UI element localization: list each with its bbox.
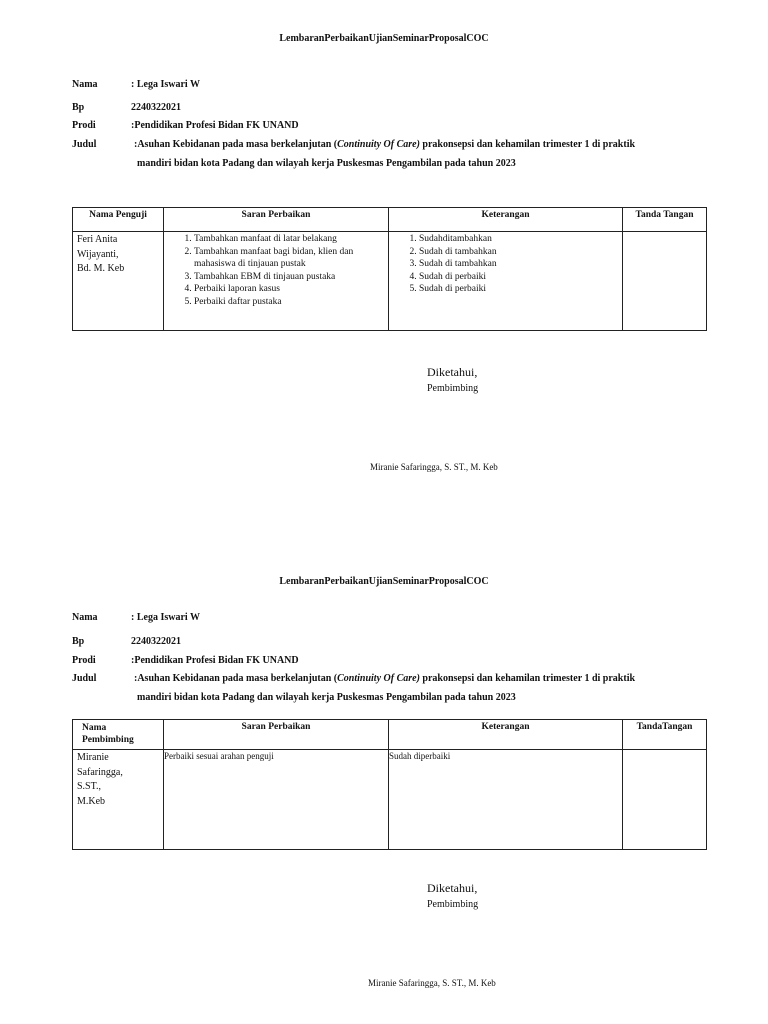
judul-pre: :Asuhan Kebidanan pada masa berkelanjutan ( (134, 673, 338, 684)
header-saran: Saran Perbaikan (164, 208, 389, 232)
nama-value: : Lega Iswari W (131, 79, 200, 90)
judul-label-2: Judul (72, 673, 97, 684)
list-item: 2. Sudah di tambahkan (419, 246, 618, 259)
keterangan-cell: Sudah diperbaiki (389, 750, 623, 850)
header-keterangan: Keterangan (389, 720, 623, 750)
pembimbing-name-line: S.ST., (77, 781, 101, 792)
judul-post: prakonsepsi dan kehamilan trimester 1 di praktik (419, 673, 636, 684)
header-tanda-tangan: TandaTangan (623, 720, 707, 750)
diketahui-label: Diketahui, (427, 365, 478, 379)
judul-value-2 (134, 673, 635, 684)
table-header-row (73, 208, 707, 232)
header-keterangan: Keterangan (389, 208, 623, 232)
diketahui-label-2: Diketahui, (427, 881, 478, 895)
table-row (73, 232, 707, 331)
nama-label-2: Nama (72, 612, 98, 623)
penguji-name-line: Feri Anita (77, 234, 118, 245)
prodi-label-2: Prodi (72, 655, 96, 666)
header-nama-pembimbing: Nama Pembimbing (73, 720, 164, 750)
list-item: 3. Tambahkan EBM di tinjauan pustaka (194, 271, 384, 284)
bp-label-2: Bp (72, 636, 85, 647)
bp-value: 2240322021 (131, 102, 181, 113)
document-title-2: LembaranPerbaikanUjianSeminarProposalCOC (279, 576, 489, 587)
judul-value (134, 139, 635, 150)
judul-pre: :Asuhan Kebidanan pada masa berkelanjutan ( (134, 139, 338, 150)
table-pembimbing (72, 719, 707, 850)
table-penguji (72, 207, 707, 331)
judul-line2: mandiri bidan kota Padang dan wilayah kerja Puskesmas Pengambilan pada tahun 2023 (137, 158, 516, 169)
bp-label: Bp (72, 102, 85, 113)
keterangan-cell (389, 232, 623, 331)
pembimbing-name-cell (73, 750, 164, 850)
judul-line2-2: mandiri bidan kota Padang dan wilayah kerja Puskesmas Pengambilan pada tahun 2023 (137, 692, 516, 703)
saran-list (168, 233, 384, 308)
penguji-name-cell (73, 232, 164, 331)
prodi-value: :Pendidikan Profesi Bidan FK UNAND (131, 120, 299, 131)
table-header-row (73, 720, 707, 750)
list-item: 5. Sudah di perbaiki (419, 283, 618, 296)
prodi-value-2: :Pendidikan Profesi Bidan FK UNAND (131, 655, 299, 666)
header-nama-penguji: Nama Penguji (73, 208, 164, 232)
penguji-name-line: Wijayanti, (77, 248, 119, 260)
header-saran: Saran Perbaikan (164, 720, 389, 750)
list-item: 3. Sudah di tambahkan (419, 258, 618, 271)
keterangan-list (393, 233, 618, 296)
table-row (73, 750, 707, 850)
pembimbing-label: Pembimbing (427, 383, 479, 394)
header-tanda-tangan: Tanda Tangan (623, 208, 707, 232)
saran-cell: Perbaiki sesuai arahan penguji (164, 750, 389, 850)
signatory-name: Miranie Safaringga, S. ST., M. Keb (370, 462, 498, 472)
prodi-label: Prodi (72, 120, 96, 131)
bp-value-2: 2240322021 (131, 636, 181, 647)
list-item: 2. Tambahkan manfaat bagi bidan, klien dan mahasiswa di tinjauan pustak (194, 246, 384, 271)
list-item: 1. Tambahkan manfaat di latar belakang (194, 233, 384, 246)
judul-italic: Continuity Of Care) (337, 139, 420, 150)
signatory-name-2: Miranie Safaringga, S. ST., M. Keb (368, 978, 496, 988)
list-item: 5. Perbaiki daftar pustaka (194, 296, 384, 309)
judul-post: prakonsepsi dan kehamilan trimester 1 di praktik (419, 139, 636, 150)
list-item: 1. Sudahditambahkan (419, 233, 618, 246)
list-item: 4. Perbaiki laporan kasus (194, 283, 384, 296)
tanda-tangan-cell (623, 232, 707, 331)
penguji-name-line: Bd. M. Keb (77, 263, 125, 274)
judul-label: Judul (72, 139, 97, 150)
pembimbing-label-2: Pembimbing (427, 899, 479, 910)
pembimbing-name-line: Safaringga, (77, 766, 123, 778)
nama-label: Nama (72, 79, 98, 90)
nama-value-2: : Lega Iswari W (131, 612, 200, 623)
saran-cell (164, 232, 389, 331)
pembimbing-name-line: M.Keb (77, 795, 106, 807)
pembimbing-name-line: Miranie (77, 752, 109, 763)
document-title: LembaranPerbaikanUjianSeminarProposalCOC (279, 33, 489, 44)
judul-italic: Continuity Of Care) (337, 673, 420, 684)
tanda-tangan-cell (623, 750, 707, 850)
list-item: 4. Sudah di perbaiki (419, 271, 618, 284)
